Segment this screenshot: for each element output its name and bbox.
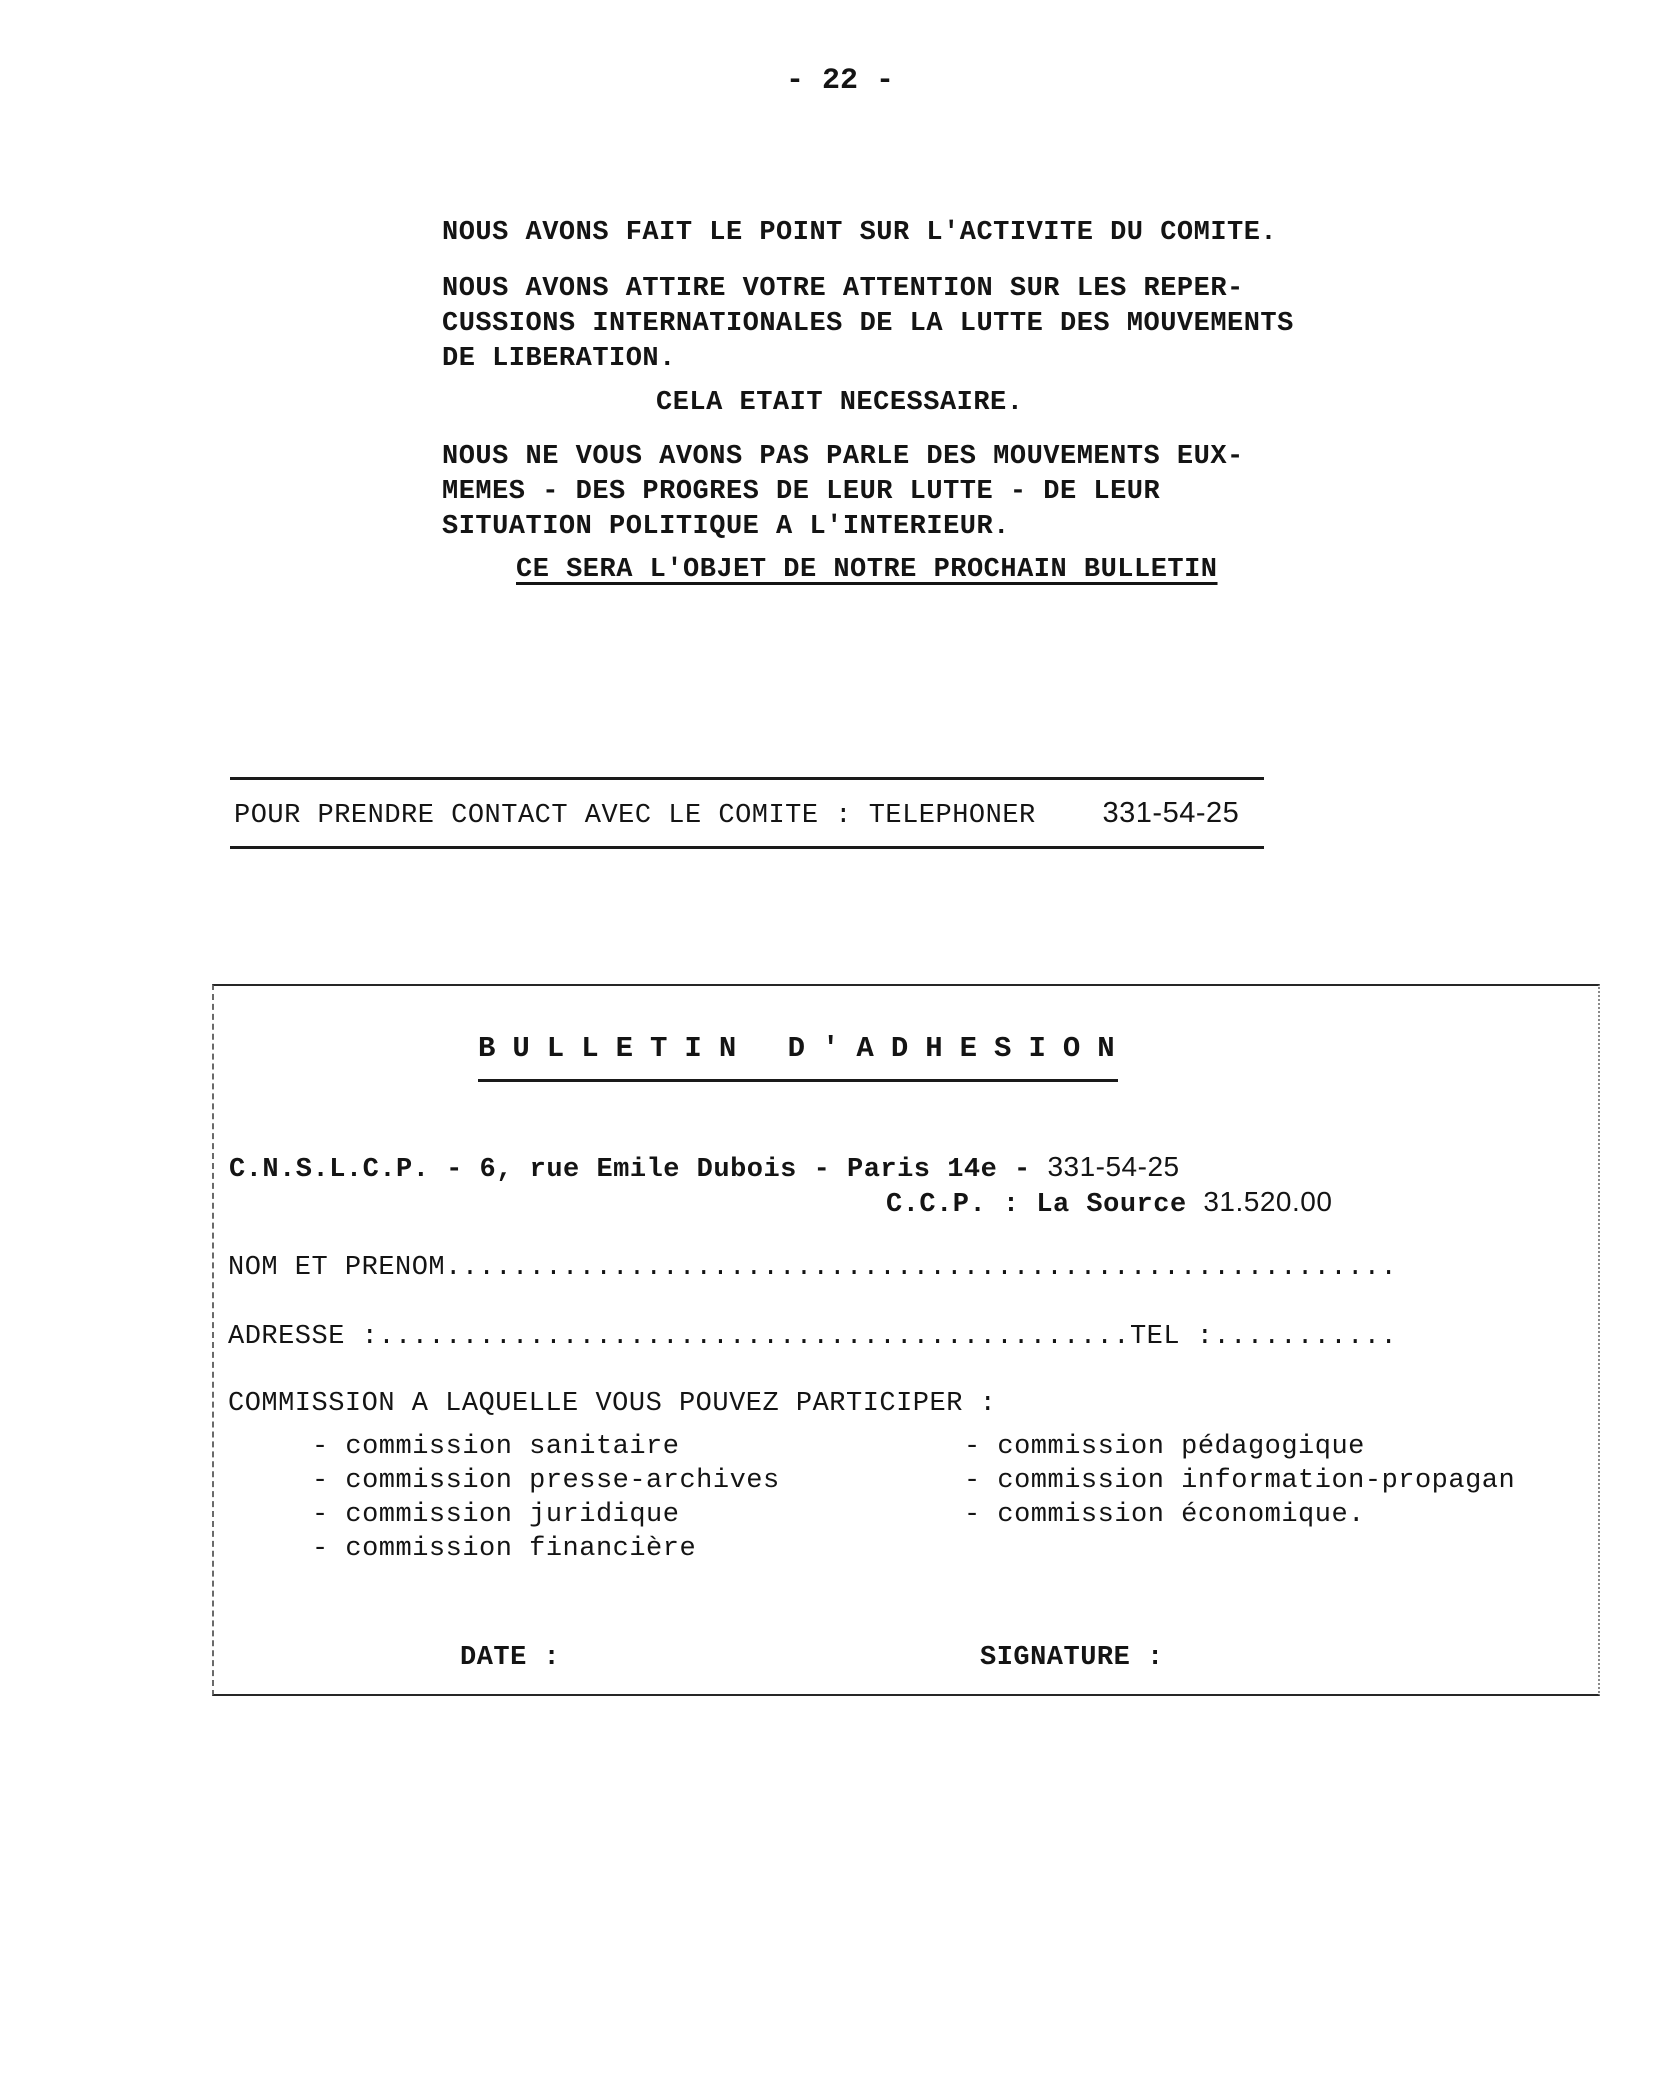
paragraph-line: NOUS NE VOUS AVONS PAS PARLE DES MOUVEMENTS EUX-	[442, 442, 1244, 472]
form-title: BULLETIN D'ADHESION	[478, 1032, 1132, 1065]
commission-item: - commission presse-archives	[312, 1466, 780, 1496]
signature-field[interactable]: SIGNATURE :	[980, 1643, 1164, 1673]
paragraph-activity: NOUS AVONS FAIT LE POINT SUR L'ACTIVITE DU COMITE.	[442, 218, 1278, 248]
address-text: C.N.S.L.C.P. - 6, rue Emile Dubois - Paris 14e -	[229, 1155, 1048, 1185]
page-number: - 22 -	[785, 64, 895, 98]
commission-item: - commission économique.	[964, 1500, 1365, 1530]
paragraph-repercussions	[442, 272, 1294, 377]
ccp-number: 31.520.00	[1203, 1186, 1333, 1217]
postal-account	[886, 1186, 1332, 1220]
ccp-text: C.C.P. : La Source	[886, 1190, 1204, 1220]
address-field[interactable]: ADRESSE :.............................................TEL :...........	[228, 1322, 1398, 1352]
date-field[interactable]: DATE :	[460, 1643, 561, 1673]
contact-top-rule	[230, 777, 1264, 780]
paragraph-line: NOUS AVONS ATTIRE VOTRE ATTENTION SUR LES REPER-	[442, 274, 1244, 304]
next-bulletin-notice: CE SERA L'OBJET DE NOTRE PROCHAIN BULLETIN	[516, 555, 1218, 585]
contact-text: POUR PRENDRE CONTACT AVEC LE COMITE : TELEPHONER	[234, 801, 1036, 831]
contact-line	[234, 797, 1239, 831]
paragraph-line: DE LIBERATION.	[442, 344, 676, 374]
commission-item: - commission financière	[312, 1534, 697, 1564]
form-title-underline	[478, 1079, 1118, 1082]
address-phone: 331-54-25	[1047, 1151, 1180, 1182]
name-field[interactable]: NOM ET PRENOM.........................................................	[228, 1253, 1398, 1283]
paragraph-movements	[442, 440, 1244, 545]
paragraph-necessary: CELA ETAIT NECESSAIRE.	[656, 388, 1024, 418]
commission-item: - commission pédagogique	[964, 1432, 1365, 1462]
commission-item: - commission information-propagan	[964, 1466, 1516, 1496]
paragraph-line: CUSSIONS INTERNATIONALES DE LA LUTTE DES MOUVEMENTS	[442, 309, 1294, 339]
contact-phone: 331-54-25	[1102, 797, 1240, 829]
paragraph-line: MEMES - DES PROGRES DE LEUR LUTTE - DE LEUR	[442, 477, 1161, 507]
contact-bottom-rule	[230, 846, 1264, 849]
paragraph-line: SITUATION POLITIQUE A L'INTERIEUR.	[442, 512, 1010, 542]
organization-address	[229, 1151, 1180, 1185]
commission-item: - commission juridique	[312, 1500, 680, 1530]
commission-item: - commission sanitaire	[312, 1432, 680, 1462]
commission-label: COMMISSION A LAQUELLE VOUS POUVEZ PARTICIPER :	[228, 1389, 997, 1419]
